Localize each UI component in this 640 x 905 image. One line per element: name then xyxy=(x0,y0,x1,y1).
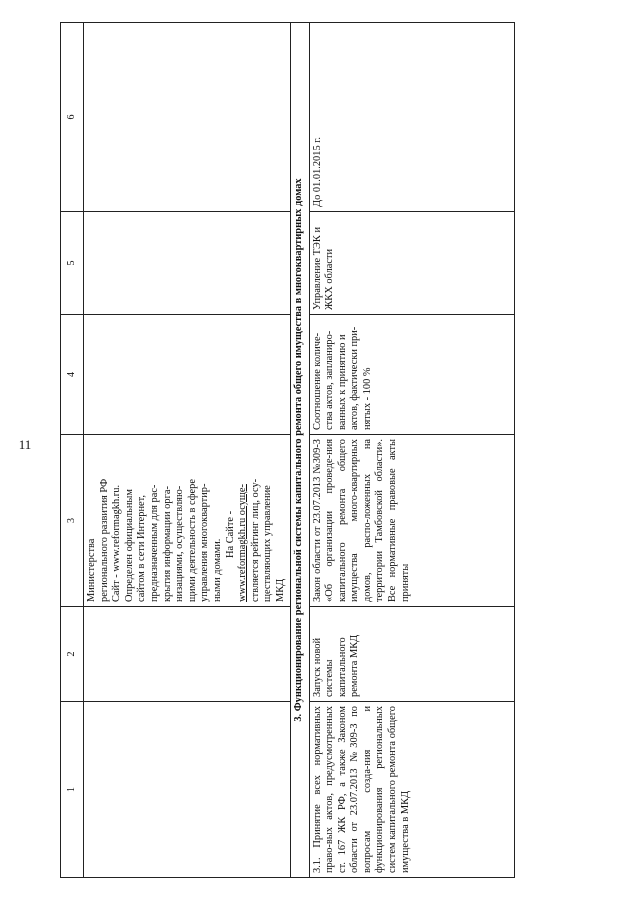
rotated-table-page xyxy=(8,23,640,878)
continued-cell-3 xyxy=(84,435,291,607)
text-line: ществляющих управление xyxy=(262,485,274,602)
text-line: ствляется рейтинг лиц, осу- xyxy=(249,478,261,602)
measures-table xyxy=(60,22,515,878)
continued-cell-6 xyxy=(84,23,291,212)
legal-act-cell: Закон области от 23.07.2013 №309-З «Об организации проведе-ния капитального ремонта общего имущества много-квартирных домов, распо-ложенных на территории Тамбовской области». Все нормативные правовые акты приняты xyxy=(309,435,514,607)
responsible-cell: Управление ТЭК и ЖКХ области xyxy=(309,212,514,315)
continued-cell-1 xyxy=(84,702,291,878)
continued-cell-2 xyxy=(84,607,291,702)
text-line: сайтом в сети Интернет, xyxy=(136,495,148,602)
text-line: www.reformagkh.ru осуще- xyxy=(237,484,249,602)
deadline-cell: До 01.01.2015 г. xyxy=(309,23,514,212)
header-col-2: 2 xyxy=(61,607,84,702)
indicator-cell: Соотношение количе-ства актов, запланиро-ванных к принятию и актов, фактически при-нятых - 100 % xyxy=(309,315,514,435)
text-line: ными домами. xyxy=(211,538,223,602)
header-row xyxy=(61,23,84,878)
text-line: низациями, осуществляю- xyxy=(174,485,186,602)
header-col-3: 3 xyxy=(61,435,84,607)
section-title: 3. Функционирование региональной системы капитального ремонта общего имущества в многоквартирных домах xyxy=(290,23,309,878)
text-line: На Сайте - xyxy=(224,510,236,558)
table-row xyxy=(309,23,514,878)
continued-cell-5 xyxy=(84,212,291,315)
page-number: 11 xyxy=(18,437,32,452)
text-line: предназначенным для рас- xyxy=(148,484,160,602)
continued-cell-4 xyxy=(84,315,291,435)
result-cell: Запуск новой системы капитального ремонта МКД xyxy=(309,607,514,702)
text-line: управления многоквартир- xyxy=(199,483,211,602)
text-line: МКД xyxy=(274,578,286,602)
text-line: Сайт - www.reformagkh.ru. xyxy=(111,484,123,602)
measure-cell: 3.1. Принятие всех нормативных право-вых актов, предусмотренных ст. 167 ЖК РФ, а также Законом области от 23.07.2013 №309-З по вопросам созда-ния и функционирования региональных систем капитального ремонта общего имущества в МКД xyxy=(309,702,514,878)
header-col-4: 4 xyxy=(61,315,84,435)
text-line: регионального развития РФ xyxy=(98,478,110,602)
continued-row xyxy=(84,23,291,878)
section-row xyxy=(290,23,309,878)
text-line: Определен официальным xyxy=(123,489,135,602)
text-line: Министерства xyxy=(86,538,97,602)
text-line: щими деятельность в сфере xyxy=(186,479,198,602)
header-col-5: 5 xyxy=(61,212,84,315)
header-col-1: 1 xyxy=(61,702,84,878)
header-col-6: 6 xyxy=(61,23,84,212)
text-line: крытия информации орга- xyxy=(161,486,173,602)
